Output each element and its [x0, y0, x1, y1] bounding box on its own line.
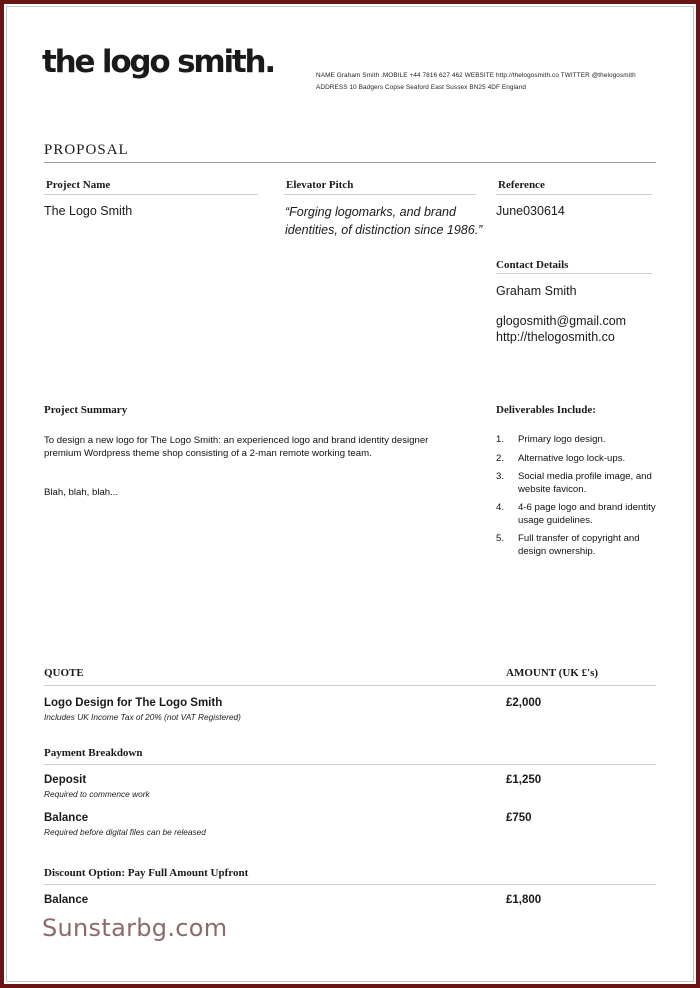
contact-details-divider	[496, 273, 652, 274]
discount-option-label: Discount Option: Pay Full Amount Upfront	[44, 867, 249, 879]
project-name-value: The Logo Smith	[44, 204, 133, 218]
list-item: 5. Full transfer of copyright and design ownership.	[496, 533, 640, 557]
balance-item	[44, 812, 206, 837]
project-name-divider	[44, 194, 258, 195]
brand-logo: the logo smith.	[42, 44, 274, 80]
deliverables-label: Deliverables Include:	[496, 404, 596, 416]
project-summary-filler: Blah, blah, blah...	[44, 487, 119, 498]
deposit-title: Deposit	[44, 774, 87, 786]
contact-email[interactable]: glogosmith@gmail.com	[496, 314, 627, 328]
balance-title: Balance	[44, 812, 89, 824]
list-item: 4. 4-6 page logo and brand identity usage guidelines.	[496, 502, 656, 526]
quote-item-amount: £2,000	[506, 697, 542, 709]
quote-label: QUOTE	[44, 667, 84, 679]
deposit-amount: £1,250	[506, 774, 542, 786]
discount-divider	[44, 884, 656, 885]
list-item: 3. Social media profile image, and website favicon.	[496, 471, 652, 495]
deposit-note: Required to commence work	[44, 789, 150, 799]
project-summary-label: Project Summary	[44, 404, 128, 416]
quote-item-note: Includes UK Income Tax of 20% (not VAT Registered)	[44, 712, 241, 722]
quote-main-item	[44, 697, 241, 722]
document-title: PROPOSAL	[44, 142, 129, 158]
reference-label: Reference	[498, 179, 545, 191]
list-item: 2. Alternative logo lock-ups.	[496, 452, 626, 464]
balance-amount: £750	[506, 812, 532, 824]
watermark-text: Sunstarbg.com	[42, 914, 228, 942]
contact-line-1: NAME Graham Smith .MOBILE +44 7816 627 462 WEBSITE http://thelogosmith.co TWITTER @thelogosmith	[316, 72, 636, 79]
contact-line-2: ADDRESS 10 Badgers Copse Seaford East Sussex BN25 4DF England	[316, 84, 526, 91]
title-divider	[44, 162, 656, 163]
discount-balance-title: Balance	[44, 894, 89, 906]
amount-column-label: AMOUNT (UK £'s)	[506, 667, 599, 679]
document-page	[4, 4, 696, 984]
project-name-label: Project Name	[46, 179, 111, 191]
project-summary-text: To design a new logo for The Logo Smith: an experienced logo and brand identity designer premium Wordpress theme shop consisting of a 2-man remote working team.	[44, 435, 429, 459]
deliverables-list	[496, 434, 656, 564]
quote-divider	[44, 685, 656, 686]
elevator-pitch-divider	[284, 194, 476, 195]
elevator-pitch-value: “Forging logomarks, and brand identities, of distinction since 1986.”	[285, 205, 483, 237]
payment-breakdown-label: Payment Breakdown	[44, 747, 143, 759]
quote-item-title: Logo Design for The Logo Smith	[44, 697, 223, 709]
reference-value: June030614	[496, 204, 565, 218]
discount-balance-amount: £1,800	[506, 894, 542, 906]
contact-name: Graham Smith	[496, 284, 577, 298]
breakdown-divider	[44, 764, 656, 765]
contact-url[interactable]: http://thelogosmith.co	[496, 330, 615, 344]
reference-divider	[496, 194, 652, 195]
deposit-item	[44, 774, 150, 799]
contact-details-label: Contact Details	[496, 259, 569, 271]
balance-note: Required before digital files can be released	[44, 827, 206, 837]
list-item: 1. Primary logo design.	[496, 434, 606, 445]
elevator-pitch-label: Elevator Pitch	[286, 179, 354, 191]
